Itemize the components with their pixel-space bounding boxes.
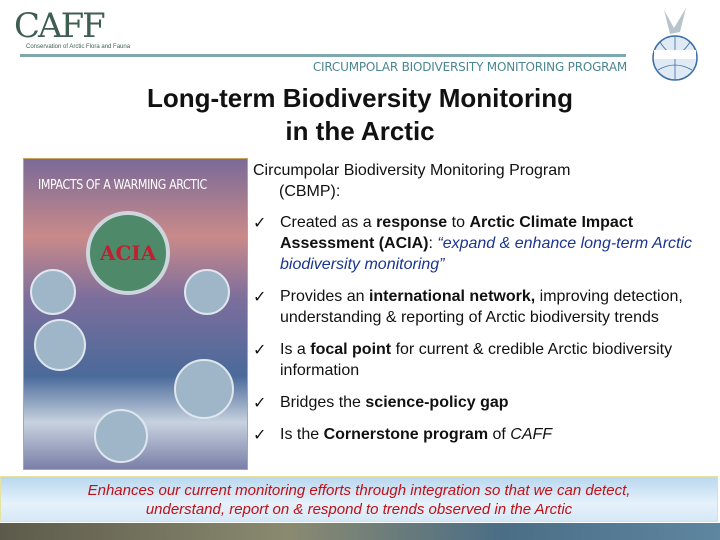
program-label: CIRCUMPOLAR BIODIVERSITY MONITORING PROGRAM — [312, 60, 627, 74]
logo-subtitle: Conservation of Arctic Flora and Fauna — [26, 44, 131, 50]
bullet-text: : — [428, 235, 438, 252]
acia-seal — [86, 211, 170, 295]
bullet-item — [253, 212, 713, 275]
bullet-text: science-policy gap — [365, 394, 509, 411]
slide-title — [100, 82, 620, 148]
lead-line-2: (CBMP): — [279, 183, 341, 200]
summary-banner — [0, 476, 718, 522]
bullet-text: Bridges the — [280, 394, 366, 411]
photo-circle — [30, 269, 76, 315]
photo-circle — [34, 319, 86, 371]
bullet-text: Cornerstone program — [323, 426, 489, 443]
bullet-item — [253, 392, 713, 413]
logo-text: CAFF — [14, 6, 104, 46]
bullet-text: Is the — [280, 426, 324, 443]
bullet-text: to — [447, 214, 470, 231]
title-line-2: in the Arctic — [285, 116, 435, 146]
bullet-item — [253, 339, 713, 381]
checkmark-icon: ✓ — [253, 425, 267, 444]
acia-report-cover-image — [23, 158, 248, 470]
bullet-text: international network, — [368, 288, 536, 305]
content-body — [253, 160, 713, 456]
bullet-text: Provides an — [280, 288, 369, 305]
globe-bird-logo-icon — [650, 6, 700, 82]
photo-circle — [184, 269, 230, 315]
bullet-text: improving detection, understanding & reporting of Arctic biodiversity trends — [280, 288, 683, 326]
bullet-text: Arctic Climate Impact Assessment (ACIA) — [280, 214, 634, 252]
landscape-strip — [0, 523, 720, 540]
seal-text: ACIA — [100, 241, 157, 265]
bullet-text: response — [376, 214, 448, 231]
banner-line-1: Enhances our current monitoring efforts through integration so that we can detect, — [87, 482, 631, 499]
checkmark-icon: ✓ — [253, 393, 267, 412]
bullet-item — [253, 424, 713, 445]
lead-line-1: Circumpolar Biodiversity Monitoring Program — [253, 162, 571, 179]
checkmark-icon: ✓ — [253, 287, 267, 306]
lead-text — [253, 160, 713, 202]
caff-logo — [14, 6, 144, 52]
image-caption: IMPACTS OF A WARMING ARCTIC — [38, 177, 207, 193]
title-line-1: Long-term Biodiversity Monitoring — [146, 83, 574, 113]
bullet-text: Is a — [280, 341, 311, 358]
bullet-item — [253, 286, 713, 328]
checkmark-icon: ✓ — [253, 340, 267, 359]
header-divider — [20, 54, 626, 57]
bullet-text: for current & credible Arctic biodiversity information — [280, 341, 673, 379]
photo-circle — [94, 409, 148, 463]
checkmark-icon: ✓ — [253, 213, 267, 232]
bullet-text: of — [488, 426, 511, 443]
bullet-text: focal point — [310, 341, 392, 358]
bullet-text: “expand & enhance long-term Arctic biodiversity monitoring” — [280, 235, 693, 273]
bullet-text: CAFF — [510, 426, 553, 443]
photo-circle — [174, 359, 234, 419]
bullet-text: Created as a — [280, 214, 377, 231]
banner-line-2: understand, report on & respond to trends observed in the Arctic — [145, 501, 573, 518]
